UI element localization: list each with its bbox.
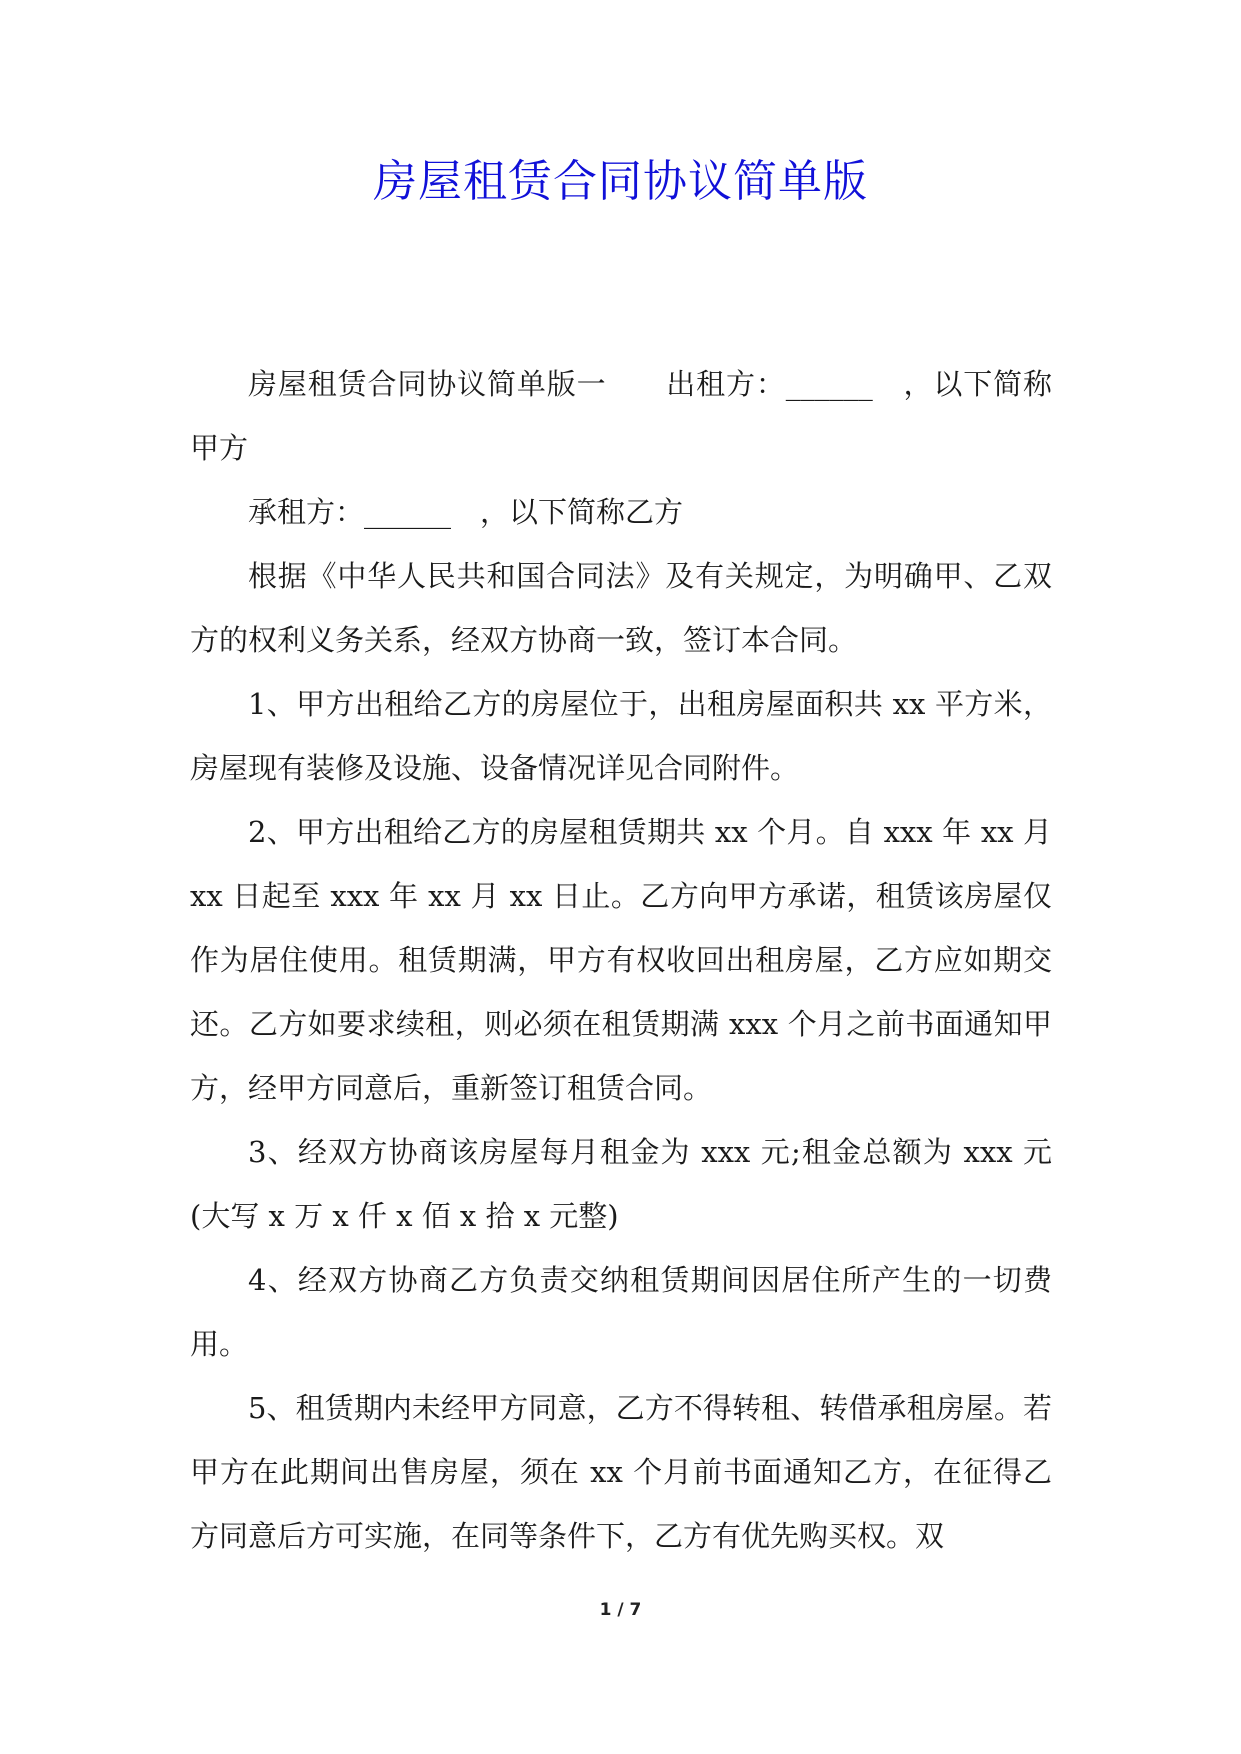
paragraph-clause-2: 2、甲方出租给乙方的房屋租赁期共 xx 个月。自 xxx 年 xx 月 xx 日起至 xxx 年 xx 月 xx 日止。乙方向甲方承诺，租赁该房屋仅作为居住使用。租赁期满，甲方有权收回出租房屋，乙方应如期交还。乙方如要求续租，则必须在租赁期满 xxx 个月之前书面通知甲方，经甲方同意后，重新签订租赁合同。 <box>190 815 1052 1105</box>
page-number: 1 / 7 <box>599 1600 642 1620</box>
document-title: 房屋租赁合同协议简单版 <box>373 156 868 207</box>
paragraph-clause-3: 3、经双方协商该房屋每月租金为 xxx 元;租金总额为 xxx 元(大写 x 万 x 仟 x 佰 x 拾 x 元整) <box>190 1135 1052 1233</box>
paragraph-intro: 房屋租赁合同协议简单版一 出租方：______ ，以下简称甲方 <box>190 367 1052 465</box>
document-body <box>190 352 1052 1568</box>
paragraph-clause-1: 1、甲方出租给乙方的房屋位于，出租房屋面积共 xx 平方米，房屋现有装修及设施、设备情况详见合同附件。 <box>190 687 1052 785</box>
paragraph-tenant: 承租方：______ ，以下简称乙方 <box>248 495 684 529</box>
paragraph-clause-4: 4、经双方协商乙方负责交纳租赁期间因居住所产生的一切费用。 <box>190 1263 1052 1361</box>
paragraph-clause-5: 5、租赁期内未经甲方同意，乙方不得转租、转借承租房屋。若甲方在此期间出售房屋，须在 xx 个月前书面通知乙方，在征得乙方同意后方可实施，在同等条件下，乙方有优先购买权。双 <box>190 1391 1052 1553</box>
paragraph-basis: 根据《中华人民共和国合同法》及有关规定，为明确甲、乙双方的权利义务关系，经双方协商一致，签订本合同。 <box>190 559 1052 657</box>
